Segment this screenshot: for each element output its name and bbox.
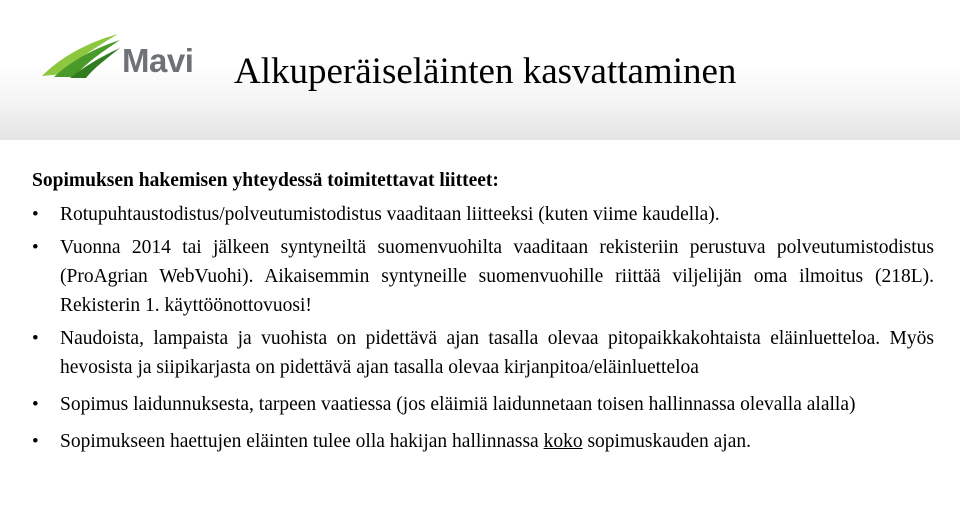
bullet-icon: • [32,394,39,415]
bullet-icon: • [32,237,39,258]
slide-title: Alkuperäiseläinten kasvattaminen [234,51,737,92]
bullet-item [32,427,934,456]
bullet-text: Rotupuhtaustodistus/polveutumistodistus vaaditaan liitteeksi (kuten viime kaudella). [60,204,720,225]
bullet-text: Sopimus laidunnuksesta, tarpeen vaatiessa (jos eläimiä laidunnetaan toisen hallinnassa olevalla alalla) [60,394,856,415]
bullet-item [32,233,934,320]
logo-text: Mavi [122,42,194,79]
bullet-text: Vuonna 2014 tai jälkeen syntyneiltä suomenvuohilta vaaditaan rekisteriin perustuva polveutumistodistus (ProAgrian WebVuohi). Aikaisemmin syntyneille suomenvuohille riittää viljelijän oma ilmoitus (218L). Rekisterin 1. käyttöönottovuosi! [60,237,934,316]
bullet-text: Naudoista, lampaista ja vuohista on pidettävä ajan tasalla olevaa pitopaikkakohtaista eläinluetteloa. Myös hevosista ja siipikarjasta on pidettävä ajan tasalla olevaa kirjanpitoa/eläinluetteloa [60,328,934,378]
bullet-item [32,324,934,382]
slide-content [32,166,934,460]
bullet-item [32,200,934,229]
bullet-item [32,390,934,419]
bullet-text-after: sopimuskauden ajan. [582,431,752,452]
bullet-icon: • [32,431,39,452]
slide-header [0,0,960,140]
bullet-icon: • [32,328,39,349]
emphasized-word: koko [543,431,583,452]
leaf-swoosh-icon [40,30,130,82]
bullet-text-before: Sopimukseen haettujen eläinten tulee olla hakijan hallinnassa [60,431,544,452]
mavi-logo [40,30,194,82]
subtitle: Sopimuksen hakemisen yhteydessä toimitettavat liitteet: [32,170,499,191]
bullet-list [32,200,934,456]
bullet-icon: • [32,204,39,225]
